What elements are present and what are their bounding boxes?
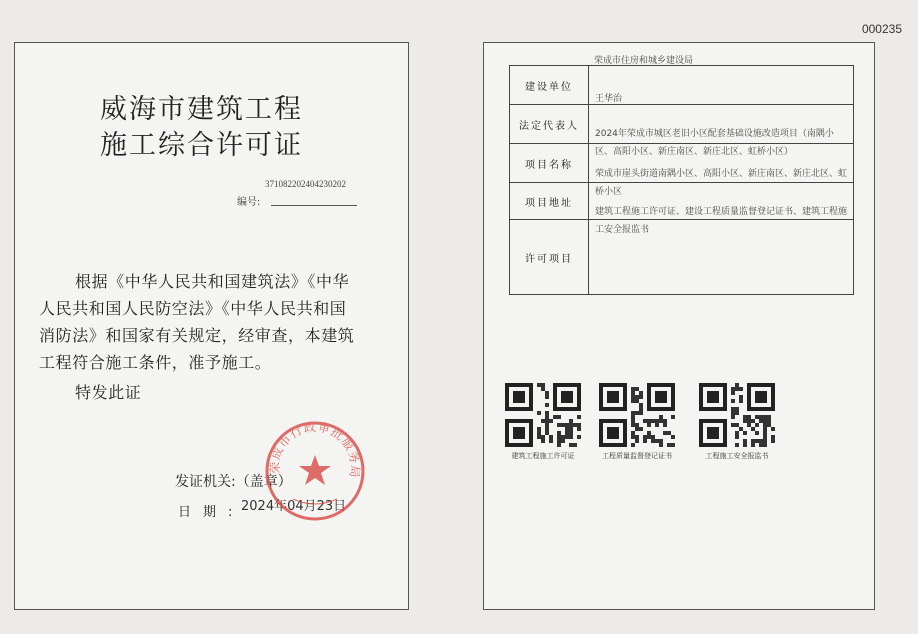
qr-code-construction-permit [498,383,588,461]
project-name-value: 2024年荣成市城区老旧小区配套基础设施改造项目（南隅小区、高阳小区、新庄南区、新庄北区、虹桥小区） [595,129,834,157]
body-line-5: 特发此证 [75,383,142,402]
official-seal-icon [263,419,367,523]
qr-caption: 工程施工安全报监书 [705,452,769,460]
legal-rep-value: 王华治 [595,94,623,104]
certificate-title-line-2: 施工综合许可证 [100,130,303,161]
certificate-number-underline [271,205,357,206]
certificate-number-label: 编号: [237,197,261,208]
body-line-1: 根据《中华人民共和国建筑法》《中华 [75,272,350,291]
permit-items-value: 建筑工程施工许可证、建设工程质量监督登记证书、建筑工程施工安全报监书 [595,207,848,235]
table-row [510,105,854,144]
project-info-table [509,65,854,295]
date-label: 日期: [178,505,245,520]
project-address-value: 荣成市崖头街道南隅小区、高阳小区、新庄南区、新庄北区、虹桥小区 [595,169,848,197]
row-label: 项目地址 [510,183,589,220]
body-line-4: 工程符合施工条件，准予施工。 [39,353,272,372]
row-label: 项目名称 [510,144,589,183]
qr-code-safety-report [692,383,782,461]
row-label: 法定代表人 [510,105,589,144]
table-row [510,66,854,105]
qr-caption: 工程质量监督登记证书 [602,452,672,460]
body-line-3: 消防法》和国家有关规定，经审查，本建筑 [39,326,355,345]
certificate-front [14,42,409,610]
qr-code-icon [599,383,675,447]
row-value [589,105,854,157]
construction-unit-value: 荣成市住房和城乡建设局 [594,56,694,66]
page-number: 000235 [861,22,902,36]
row-value [589,183,854,235]
table-row [510,220,854,295]
certificate-number: 371082202404230202 [265,179,346,189]
row-label: 许可项目 [510,220,589,295]
body-line-2: 人民共和国人民防空法》《中华人民共和国 [39,299,347,318]
qr-caption: 建筑工程施工许可证 [511,452,575,460]
issue-date: 2024年04月23日 [241,499,347,514]
certificate-back [483,42,875,610]
certificate-title-line-1: 威海市建筑工程 [100,94,303,125]
row-value [589,220,854,295]
table-row [510,183,854,220]
row-value [589,66,854,105]
svg-text:荣成市行政审批服务局: 荣成市行政审批服务局 [267,419,363,480]
qr-code-icon [505,383,581,447]
table-row [510,144,854,183]
qr-code-icon [699,383,775,447]
qr-code-quality-supervision [592,383,682,461]
row-label: 建设单位 [510,66,589,105]
issuer-label: 发证机关:（盖章） [175,474,292,490]
row-value [589,144,854,197]
